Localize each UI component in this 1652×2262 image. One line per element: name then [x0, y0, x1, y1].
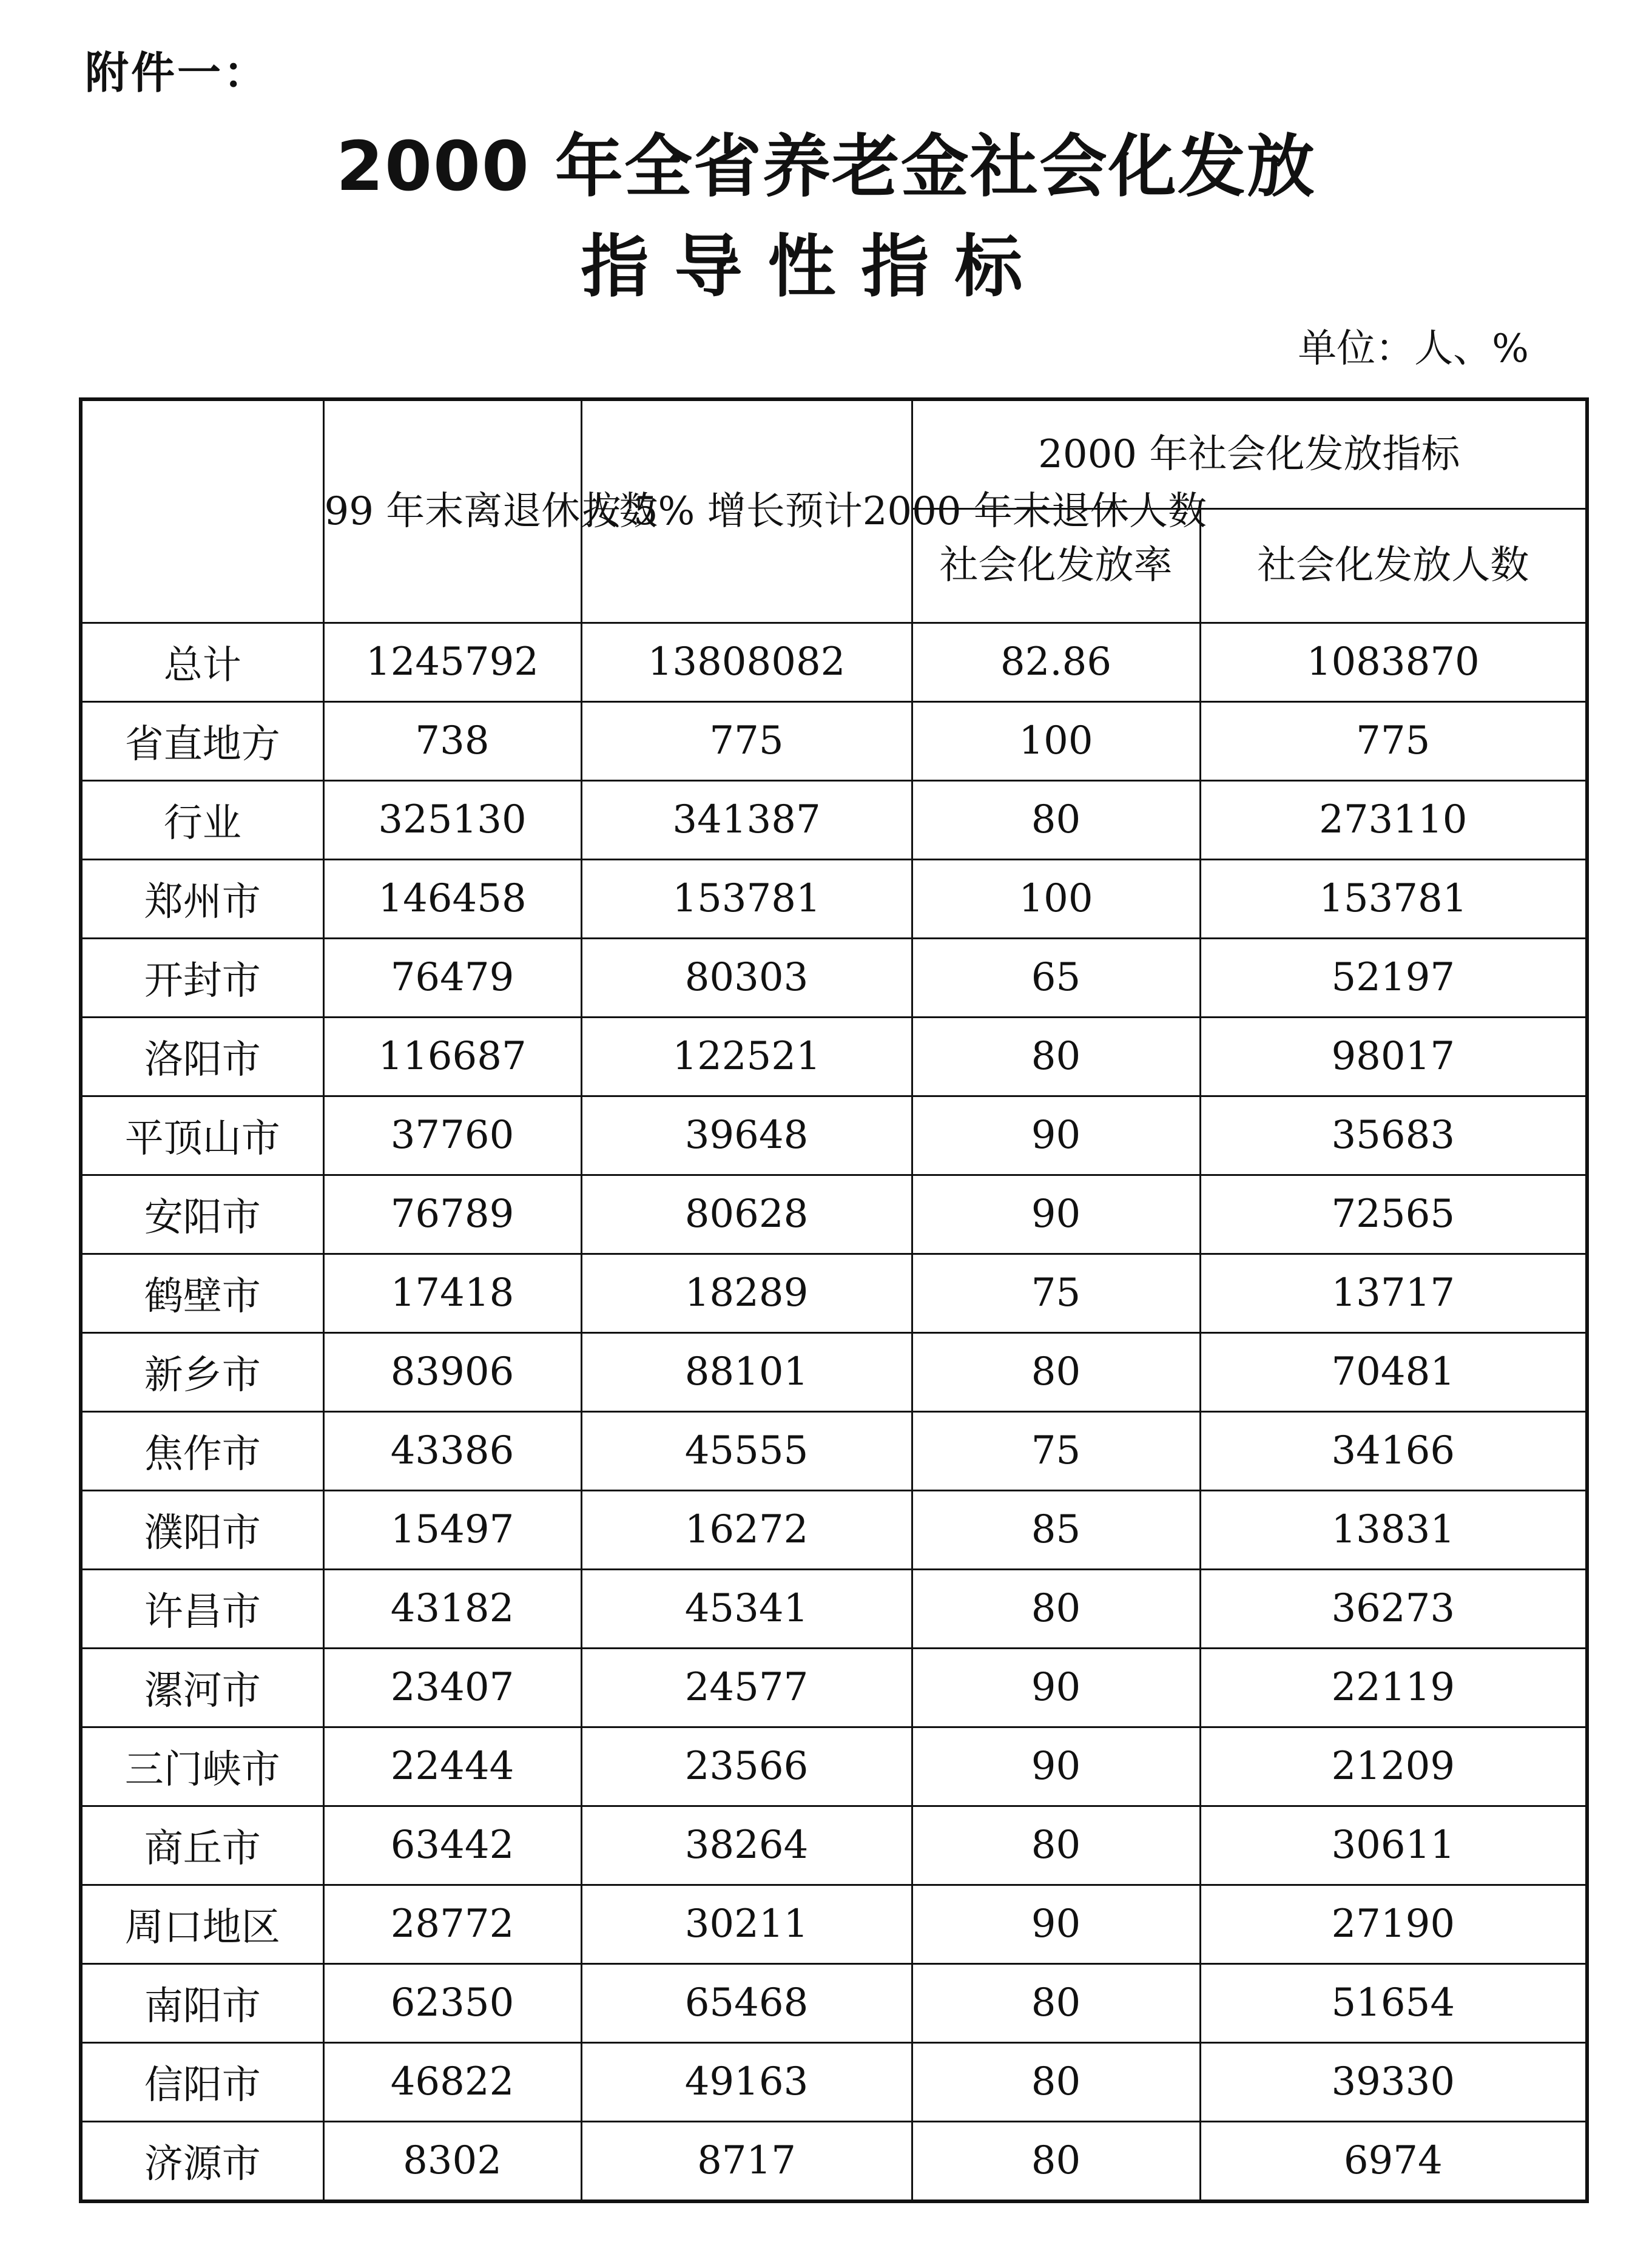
cell-region: 洛阳市 [81, 1017, 323, 1096]
header-retirees-1999: 99 年末离退休人数 [323, 399, 581, 623]
table-row [81, 1254, 1587, 1332]
cell-projected-2000: 30211 [581, 1885, 912, 1963]
cell-count: 70481 [1200, 1332, 1587, 1411]
cell-rate: 90 [912, 1175, 1200, 1254]
cell-retirees-1999: 37760 [323, 1096, 581, 1175]
cell-projected-2000: 775 [581, 701, 912, 780]
cell-region: 省直地方 [81, 701, 323, 780]
cell-projected-2000: 45341 [581, 1569, 912, 1648]
cell-rate: 80 [912, 780, 1200, 859]
cell-count: 51654 [1200, 1963, 1587, 2042]
cell-retirees-1999: 43182 [323, 1569, 581, 1648]
table-row [81, 780, 1587, 859]
cell-rate: 80 [912, 2042, 1200, 2121]
cell-region: 信阳市 [81, 2042, 323, 2121]
cell-retirees-1999: 17418 [323, 1254, 581, 1332]
cell-projected-2000: 80628 [581, 1175, 912, 1254]
header-group-2000: 2000 年社会化发放指标 [912, 399, 1587, 508]
cell-projected-2000: 80303 [581, 938, 912, 1017]
cell-count: 21209 [1200, 1727, 1587, 1806]
cell-region: 濮阳市 [81, 1490, 323, 1569]
cell-region: 行业 [81, 780, 323, 859]
cell-count: 52197 [1200, 938, 1587, 1017]
table-row [81, 1411, 1587, 1490]
cell-projected-2000: 13808082 [581, 623, 912, 701]
cell-count: 273110 [1200, 780, 1587, 859]
cell-region: 漯河市 [81, 1648, 323, 1727]
cell-retirees-1999: 63442 [323, 1806, 581, 1885]
cell-rate: 80 [912, 1569, 1200, 1648]
header-rate: 社会化发放率 [912, 508, 1200, 623]
cell-rate: 90 [912, 1885, 1200, 1963]
cell-region: 开封市 [81, 938, 323, 1017]
cell-rate: 75 [912, 1411, 1200, 1490]
table-row [81, 1490, 1587, 1569]
cell-rate: 65 [912, 938, 1200, 1017]
cell-rate: 80 [912, 1963, 1200, 2042]
cell-rate: 82.86 [912, 623, 1200, 701]
cell-count: 22119 [1200, 1648, 1587, 1727]
cell-rate: 90 [912, 1648, 1200, 1727]
cell-retirees-1999: 43386 [323, 1411, 581, 1490]
cell-region: 济源市 [81, 2121, 323, 2201]
cell-region: 安阳市 [81, 1175, 323, 1254]
table-row [81, 2042, 1587, 2121]
cell-retirees-1999: 76479 [323, 938, 581, 1017]
table-row [81, 1332, 1587, 1411]
table-row [81, 938, 1587, 1017]
cell-rate: 90 [912, 1727, 1200, 1806]
cell-count: 1083870 [1200, 623, 1587, 701]
cell-retirees-1999: 116687 [323, 1017, 581, 1096]
cell-count: 35683 [1200, 1096, 1587, 1175]
table-row [81, 2121, 1587, 2201]
cell-count: 6974 [1200, 2121, 1587, 2201]
cell-projected-2000: 122521 [581, 1017, 912, 1096]
cell-projected-2000: 18289 [581, 1254, 912, 1332]
cell-projected-2000: 153781 [581, 859, 912, 938]
cell-retirees-1999: 22444 [323, 1727, 581, 1806]
cell-region: 许昌市 [81, 1569, 323, 1648]
table-body [81, 623, 1587, 2201]
cell-region: 南阳市 [81, 1963, 323, 2042]
cell-retirees-1999: 23407 [323, 1648, 581, 1727]
cell-rate: 80 [912, 1017, 1200, 1096]
table-row [81, 1175, 1587, 1254]
cell-region: 新乡市 [81, 1332, 323, 1411]
cell-count: 153781 [1200, 859, 1587, 938]
table-row [81, 1569, 1587, 1648]
table-row [81, 1806, 1587, 1885]
cell-count: 30611 [1200, 1806, 1587, 1885]
cell-count: 13831 [1200, 1490, 1587, 1569]
cell-retirees-1999: 738 [323, 701, 581, 780]
cell-projected-2000: 341387 [581, 780, 912, 859]
cell-projected-2000: 38264 [581, 1806, 912, 1885]
table-row [81, 1648, 1587, 1727]
cell-count: 39330 [1200, 2042, 1587, 2121]
table-row [81, 1017, 1587, 1096]
table-row [81, 859, 1587, 938]
table-row [81, 1727, 1587, 1806]
document-subtitle: 指导性指标 [581, 228, 1048, 306]
cell-projected-2000: 39648 [581, 1096, 912, 1175]
cell-rate: 85 [912, 1490, 1200, 1569]
cell-region: 商丘市 [81, 1806, 323, 1885]
cell-count: 72565 [1200, 1175, 1587, 1254]
cell-retirees-1999: 146458 [323, 859, 581, 938]
header-region [81, 399, 323, 623]
attachment-label: 附件一： [85, 47, 270, 98]
cell-region: 郑州市 [81, 859, 323, 938]
cell-rate: 90 [912, 1096, 1200, 1175]
cell-retirees-1999: 1245792 [323, 623, 581, 701]
cell-retirees-1999: 46822 [323, 2042, 581, 2121]
cell-projected-2000: 24577 [581, 1648, 912, 1727]
document-title: 2000 年全省养老金社会化发放 [336, 127, 1316, 206]
cell-projected-2000: 8717 [581, 2121, 912, 2201]
table-row [81, 623, 1587, 701]
table-row [81, 1885, 1587, 1963]
cell-rate: 80 [912, 1806, 1200, 1885]
cell-region: 周口地区 [81, 1885, 323, 1963]
cell-projected-2000: 88101 [581, 1332, 912, 1411]
cell-region: 焦作市 [81, 1411, 323, 1490]
cell-region: 鹤壁市 [81, 1254, 323, 1332]
cell-projected-2000: 65468 [581, 1963, 912, 2042]
cell-retirees-1999: 28772 [323, 1885, 581, 1963]
table-row [81, 1963, 1587, 2042]
indicator-table [79, 397, 1589, 2203]
table-row [81, 1096, 1587, 1175]
cell-rate: 100 [912, 701, 1200, 780]
cell-retirees-1999: 62350 [323, 1963, 581, 2042]
header-count: 社会化发放人数 [1200, 508, 1587, 623]
cell-count: 36273 [1200, 1569, 1587, 1648]
cell-rate: 80 [912, 1332, 1200, 1411]
cell-count: 98017 [1200, 1017, 1587, 1096]
cell-retirees-1999: 83906 [323, 1332, 581, 1411]
cell-retirees-1999: 15497 [323, 1490, 581, 1569]
table-row [81, 701, 1587, 780]
cell-rate: 80 [912, 2121, 1200, 2201]
cell-retirees-1999: 76789 [323, 1175, 581, 1254]
cell-region: 平顶山市 [81, 1096, 323, 1175]
cell-projected-2000: 45555 [581, 1411, 912, 1490]
cell-region: 三门峡市 [81, 1727, 323, 1806]
header-projected-2000: 按 5% 增长预计2000 年末退休人数 [581, 399, 912, 623]
unit-note: 单位：人、% [1298, 326, 1529, 371]
cell-count: 34166 [1200, 1411, 1587, 1490]
cell-rate: 100 [912, 859, 1200, 938]
cell-count: 27190 [1200, 1885, 1587, 1963]
cell-count: 775 [1200, 701, 1587, 780]
cell-retirees-1999: 325130 [323, 780, 581, 859]
cell-rate: 75 [912, 1254, 1200, 1332]
cell-region: 总计 [81, 623, 323, 701]
cell-projected-2000: 16272 [581, 1490, 912, 1569]
cell-projected-2000: 49163 [581, 2042, 912, 2121]
cell-projected-2000: 23566 [581, 1727, 912, 1806]
cell-count: 13717 [1200, 1254, 1587, 1332]
cell-retirees-1999: 8302 [323, 2121, 581, 2201]
